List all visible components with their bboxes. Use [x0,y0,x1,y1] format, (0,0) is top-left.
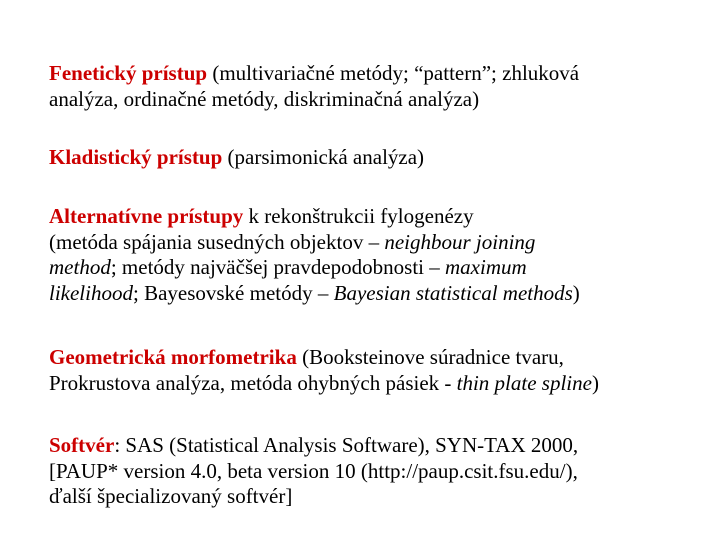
item-alternative-line-3-italic: method [49,255,111,279]
item-alternative-line-4 [49,281,709,307]
item-cladistic-line-1 [49,145,709,171]
item-alternative-line-2-text: (metóda spájania susedných objektov – [49,229,385,254]
item-phenetic [49,61,709,112]
item-cladistic [49,145,709,171]
item-alternative-line-4-italic: likelihood [49,280,133,305]
item-geometric-line-2-text: Prokrustova analýza, metóda ohybných pásiek - [49,370,457,395]
item-geometric [49,345,709,396]
item-geometric-text: (Booksteinove súradnice tvaru, [296,345,564,369]
item-alternative-line-3-text: ; metódy najväčšej pravdepodobnosti – [110,255,446,279]
item-software [49,433,709,510]
item-software-line-3: ďalší špecializovaný softvér] [49,484,293,508]
item-alternative-line-3 [49,255,709,281]
item-phenetic-line-1 [49,61,709,87]
item-software-text: : SAS (Statistical Analysis Software), SYN-TAX 2000, [114,433,579,457]
item-cladistic-text: (parsimonická analýza) [222,145,425,169]
item-alternative-heading: Alternatívne prístupy [49,204,244,228]
item-alternative-line-4-text: ; Bayesovské metódy – [132,280,334,305]
item-phenetic-text: (multivariačné metódy; “pattern”; zhluková [207,61,580,85]
item-phenetic-line-2: analýza, ordinačné metódy, diskriminačná analýza) [49,86,480,111]
item-alternative-text: k rekonštrukcii fylogenézy [243,204,474,228]
item-geometric-line-2-close: ) [591,370,599,395]
item-software-heading: Softvér [49,433,115,457]
item-alternative-line-4-close: ) [572,280,580,305]
item-alternative-line-1 [49,204,709,230]
item-alternative-line-2-italic: neighbour joining [384,229,536,254]
item-cladistic-heading: Kladistický prístup [49,145,223,169]
item-alternative-line-2 [49,230,709,256]
item-phenetic-heading: Fenetický prístup [49,61,208,85]
item-software-line-2: [PAUP* version 4.0, beta version 10 (http://paup.csit.fsu.edu/), [49,458,578,483]
item-alternative [49,204,709,306]
item-geometric-line-2-italic: thin plate spline [456,370,592,395]
item-software-line-1 [49,433,709,459]
item-alternative-line-3-italic-2: maximum [445,255,527,279]
item-geometric-heading: Geometrická morfometrika [49,345,297,369]
item-geometric-line-2 [49,371,709,397]
item-alternative-line-4-italic-2: Bayesian statistical methods [333,280,573,305]
item-geometric-line-1 [49,345,709,371]
